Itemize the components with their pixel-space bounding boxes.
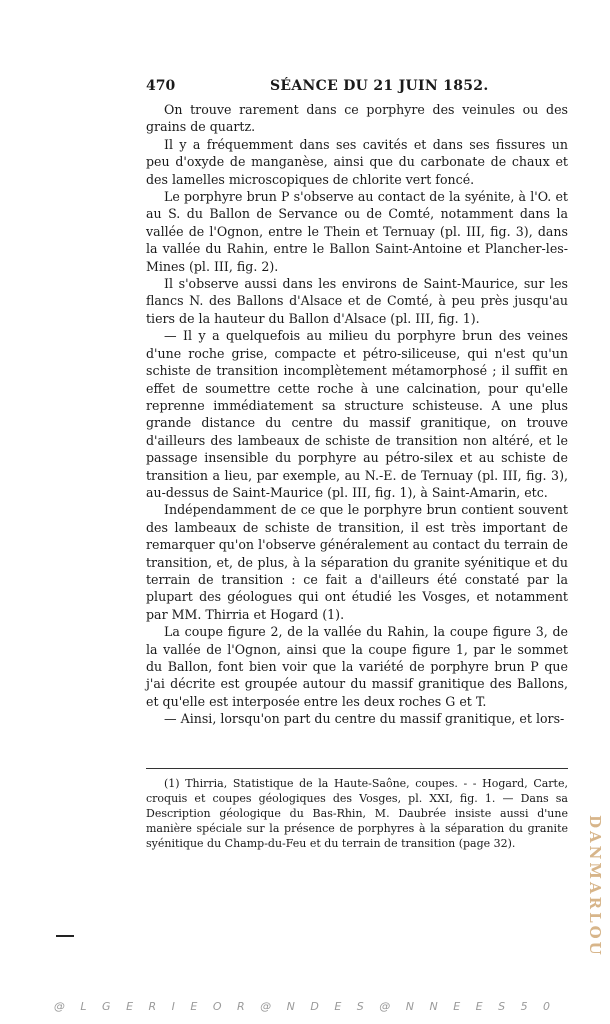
margin-dash — [56, 935, 74, 937]
paragraph: La coupe figure 2, de la vallée du Rahin, la coupe figure 3, de la vallée de l'Ognon, ainsi que la coupe figure 1, par le sommet du Ballon, font bien voir que la variété de porphyre brun P que j'ai décrite est groupée autour du massif granitique des Ballons, et qu'elle est interposée entre les deux roches G et T. — [146, 624, 568, 709]
paragraph: Le porphyre brun P s'observe au contact de la syénite, à l'O. et au S. du Ballon de Servance ou de Comté, notamment dans la vallée de l'Ognon, entre le Thein et Ternuay (pl. III, fig. 3), dans la vallée du Rahin, entre le Ballon Saint-Antoine et Plancher-les-Mines (pl. III, fig. 2). — [146, 189, 568, 274]
body-text — [146, 101, 568, 728]
running-title: SÉANCE DU 21 JUIN 1852. — [270, 78, 489, 94]
footnote-divider — [146, 768, 568, 769]
paragraph: Il y a fréquemment dans ses cavités et dans ses fissures un peu d'oxyde de manganèse, ainsi que du carbonate de chaux et des lamelles microscopiques de chlorite vert foncé. — [146, 136, 568, 187]
paragraph: — Ainsi, lorsqu'on part du centre du massif granitique, et lors- — [164, 711, 565, 727]
footer-watermark: @ L G E R I E O R @ N D E S @ N N E E S 5 0 — [53, 1000, 557, 1013]
footnotes — [146, 776, 568, 851]
paragraph: Il s'observe aussi dans les environs de Saint-Maurice, sur les flancs N. des Ballons d'Alsace et de Comté, à peu près jusqu'au tiers de la hauteur du Ballon d'Alsace (pl. III, fig. 1). — [146, 276, 568, 326]
paragraph: Indépendamment de ce que le porphyre brun contient souvent des lambeaux de schiste de transition, il est très important de remarquer qu'on l'observe généralement au contact du terrain de transition, et, de plus, à la séparation du granite syénitique et du terrain de transition : ce fait a d'ailleurs été constaté par la plupart des géologues qui ont étudié les Vosges, et notamment par MM. Thirria et Hogard (1). — [146, 502, 568, 622]
page-number: 470 — [146, 78, 176, 94]
margin-stamp: DANMARLOU — [586, 814, 604, 958]
paragraph: On trouve rarement dans ce porphyre des veinules ou des grains de quartz. — [146, 102, 568, 135]
footnote: (1) Thirria, Statistique de la Haute-Saône, coupes. - - Hogard, Carte, croquis et coupes géologiques des Vosges, pl. XXI, fig. 1. — Dans sa Description géologique du Bas-Rhin, M. Daubrée insiste aussi d'une manière spéciale sur la présence de porphyres à la séparation du granite syénitique du Champ-du-Feu et du terrain de transition (page 32). — [146, 777, 568, 850]
paragraph: — Il y a quelquefois au milieu du porphyre brun des veines d'une roche grise, compacte et pétro-siliceuse, qui n'est qu'un schiste de transition incomplètement métamorphosé ; il suffit en effet de soumettre cette roche à une calcination, pour qu'elle reprenne immédiatement sa structure schisteuse. A une plus grande distance du centre du massif granitique, on trouve d'ailleurs des lambeaux de schiste de transition non altéré, et le passage insensible du porphyre au pétro-silex et au schiste de transition a lieu, par exemple, au N.-E. de Ternuay (pl. III, fig. 3), au-dessus de Saint-Maurice (pl. III, fig. 1), à Saint-Amarin, etc. — [146, 328, 568, 500]
